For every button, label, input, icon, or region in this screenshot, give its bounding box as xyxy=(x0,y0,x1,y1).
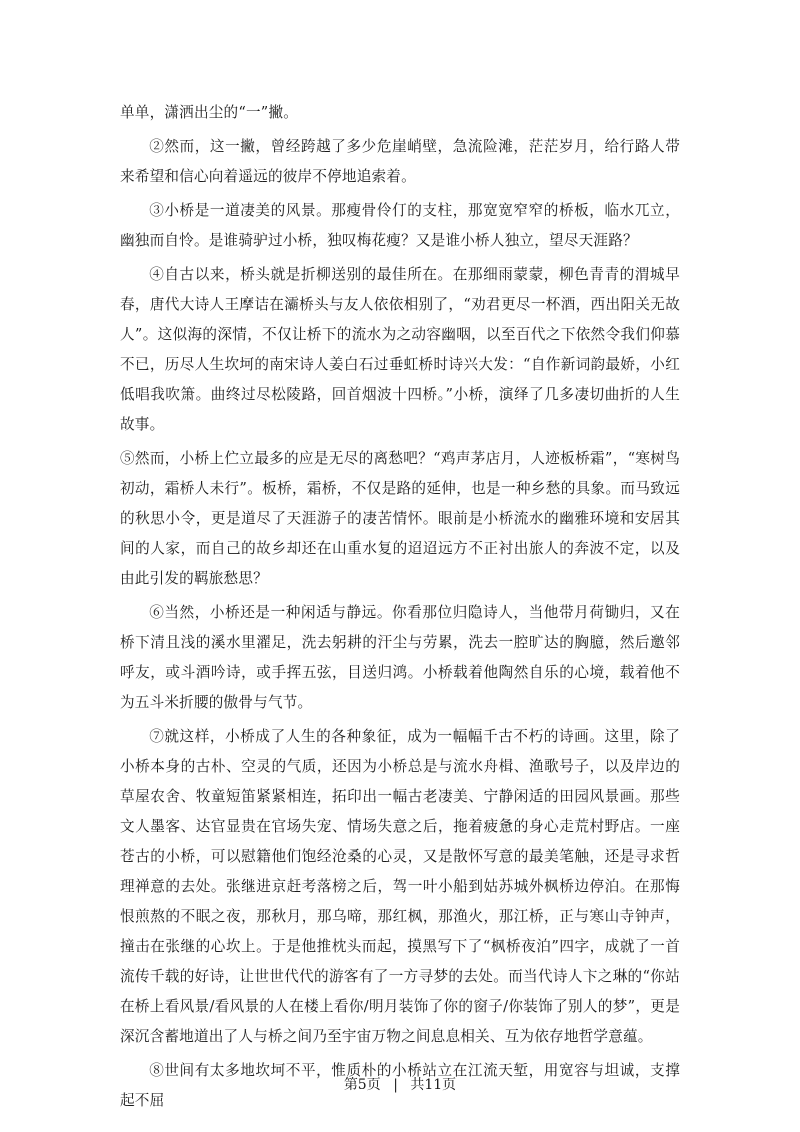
page-number: 第5页 xyxy=(343,1077,381,1093)
paragraph-continued: 单单，潇洒出尘的“一”撇。 xyxy=(120,104,299,121)
footer-separator: | xyxy=(393,1077,398,1093)
paragraph-5: ⑤然而，小桥上伫立最多的应是无尽的离愁吧？“鸡声茅店月，人迹板桥霜”，“寒树鸟初动，霜桥人未行”。板桥，霜桥，不仅是路的延伸，也是一种乡愁的具象。而马致远的秋思小令，更是道尽了天涯游子的凄苦情怀。眼前是小桥流水的幽雅环境和安居其间的人家，而自己的故乡却还在山重水复的迢迢远方不正衬出旅人的奔波不定，以及由此引发的羁旅愁思？ xyxy=(120,450,680,587)
paragraph-3: ③小桥是一道凄美的风景。那瘦骨伶仃的支柱，那宽宽窄窄的桥板，临水兀立，幽独而自怜。是谁骑驴过小桥，独叹梅花瘦？又是谁小桥人独立，望尽天涯路？ xyxy=(120,202,680,249)
paragraph-2: ②然而，这一撇，曾经跨越了多少危崖峭壁，急流险滩，茫茫岁月，给行路人带来希望和信心向着遥远的彼岸不停地追索着。 xyxy=(120,138,680,185)
page-footer xyxy=(0,1074,800,1094)
paragraph-4: ④自古以来，桥头就是折柳送别的最佳所在。在那细雨蒙蒙，柳色青青的渭城早春，唐代大诗人王摩诘在灞桥头与友人依依相别了，“劝君更尽一杯酒，西出阳关无故人”。这似海的深情，不仅让桥下的流水为之动容幽咽，以至百代之下依然令我们仰慕不已，历尽人生坎坷的南宋诗人姜白石过垂虹桥时诗兴大发：“自作新词韵最娇，小红低唱我吹箫。曲终过尽松陵路，回首烟波十四桥。”小桥，演绎了几多凄切曲折的人生故事。 xyxy=(120,266,680,433)
total-pages: 共11页 xyxy=(410,1077,457,1093)
paragraph-6: ⑥当然，小桥还是一种闲适与静远。你看那位归隐诗人，当他带月荷锄归，又在桥下清且浅的溪水里濯足，洗去躬耕的汗尘与劳累，洗去一腔旷达的胸臆，然后邀邻呼友，或斗酒吟诗，或手挥五弦，目送归鸿。小桥载着他陶然自乐的心境，载着他不为五斗米折腰的傲骨与气节。 xyxy=(120,604,680,711)
paragraph-8: ⑧世间有太多地坎坷不平，惟质朴的小桥站立在江流天堑，用宽容与坦诚，支撑起不屈 xyxy=(120,1062,680,1109)
paragraph-7: ⑦就这样，小桥成了人生的各种象征，成为一幅幅千古不朽的诗画。这里，除了小桥本身的古朴、空灵的气质，还因为小桥总是与流水舟楫、渔歌号子，以及岸边的草屋农舍、牧童短笛紧紧相连，拓印出一幅古老凄美、宁静闲适的田园风景画。那些文人墨客、达官显贵在官场失宠、情场失意之后，拖着疲惫的身心走荒村野店。一座苍古的小桥，可以慰籍他们饱经沧桑的心灵，又是散怀写意的最美笔触，还是寻求哲理禅意的去处。张继进京赶考落榜之后，驾一叶小船到姑苏城外枫桥边停泊。在那悔恨煎熬的不眠之夜，那秋月，那乌啼，那红枫，那渔火，那江桥，正与寒山寺钟声，撞击在张继的心坎上。于是他推枕头而起，摸黑写下了“枫桥夜泊”四字，成就了一首流传千载的好诗，让世世代代的游客有了一方寻梦的去处。而当代诗人卞之琳的“你站在桥上看风景/看风景的人在楼上看你/明月装饰了你的窗子/你装饰了别人的梦”，更是深沉含蓄地道出了人与桥之间乃至宇宙万物之间息息相关、互为依存地哲学意蕴。 xyxy=(120,728,680,1045)
article-body xyxy=(120,98,680,1120)
